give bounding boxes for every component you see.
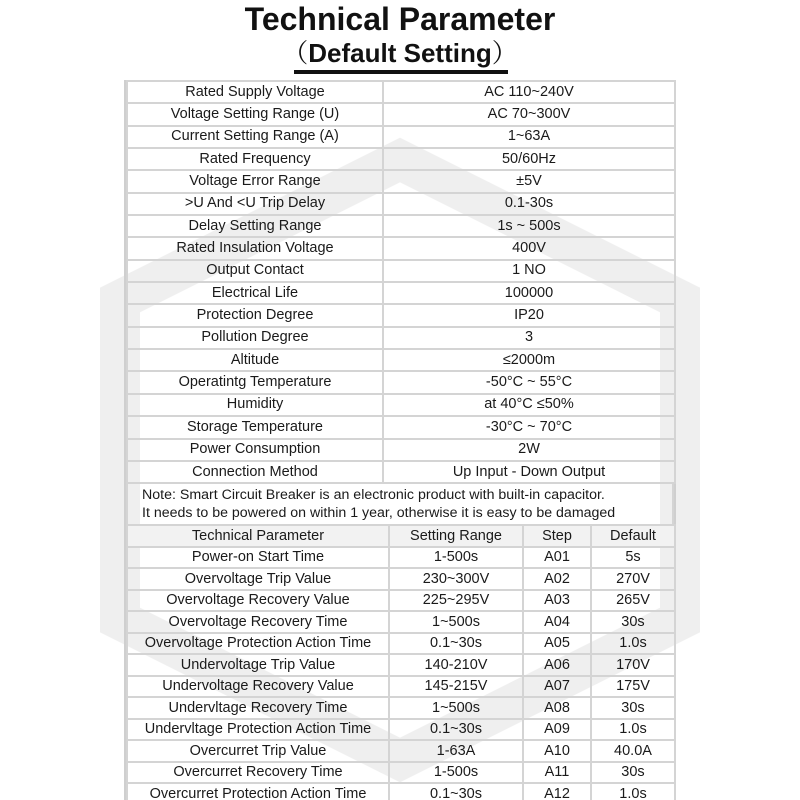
setting-range: 1~500s (389, 697, 523, 719)
step-code: A04 (523, 611, 591, 633)
parameter-name: Overvoltage Trip Value (127, 568, 389, 590)
parameter-name: Overcurret Trip Value (127, 740, 389, 762)
spec-label: Delay Setting Range (127, 215, 383, 237)
spec-value: 1s ~ 500s (383, 215, 675, 237)
page-title: Technical Parameter (244, 1, 556, 37)
note-line-1: Note: Smart Circuit Breaker is an electronic product with built-in capacitor. (142, 487, 605, 504)
spec-row (127, 394, 675, 416)
step-code: A05 (523, 633, 591, 655)
parameter-row (127, 783, 675, 800)
default-value: 30s (591, 762, 675, 784)
header-step: Step (523, 525, 591, 547)
spec-value: 400V (383, 237, 675, 259)
header-default: Default (591, 525, 675, 547)
spec-value: 0.1-30s (383, 193, 675, 215)
parameter-row (127, 611, 675, 633)
spec-label: Altitude (127, 349, 383, 371)
spec-value: 2W (383, 439, 675, 461)
default-value: 175V (591, 676, 675, 698)
spec-value: 3 (383, 327, 675, 349)
spec-label: Rated Insulation Voltage (127, 237, 383, 259)
spec-label: Rated Frequency (127, 148, 383, 170)
step-code: A11 (523, 762, 591, 784)
spec-row (127, 215, 675, 237)
page-subtitle (0, 38, 800, 68)
setting-range: 0.1~30s (389, 633, 523, 655)
setting-range: 225~295V (389, 590, 523, 612)
parameter-row (127, 676, 675, 698)
step-code: A06 (523, 654, 591, 676)
spec-label: Electrical Life (127, 282, 383, 304)
subtitle-text: Default Setting (308, 38, 492, 68)
setting-range: 1-500s (389, 547, 523, 569)
spec-row (127, 81, 675, 103)
header-setting-range: Setting Range (389, 525, 523, 547)
spec-value: 1 NO (383, 260, 675, 282)
step-code: A09 (523, 719, 591, 741)
parameter-row (127, 547, 675, 569)
parameter-name: Overvoltage Protection Action Time (127, 633, 389, 655)
step-code: A10 (523, 740, 591, 762)
default-value: 40.0A (591, 740, 675, 762)
parameter-name: Undervltage Protection Action Time (127, 719, 389, 741)
parameter-name: Overcurret Protection Action Time (127, 783, 389, 800)
note-block (126, 484, 674, 524)
parameter-name: Overcurret Recovery Time (127, 762, 389, 784)
parameter-name: Overvoltage Recovery Value (127, 590, 389, 612)
step-code: A01 (523, 547, 591, 569)
parameter-name: Undervoltage Trip Value (127, 654, 389, 676)
spec-label: Rated Supply Voltage (127, 81, 383, 103)
setting-range: 145-215V (389, 676, 523, 698)
spec-row (127, 371, 675, 393)
step-code: A08 (523, 697, 591, 719)
spec-label: Humidity (127, 394, 383, 416)
spec-row (127, 260, 675, 282)
page-header (0, 0, 800, 76)
parameter-row (127, 697, 675, 719)
parameter-name: Overvoltage Recovery Time (127, 611, 389, 633)
spec-row (127, 170, 675, 192)
default-value: 270V (591, 568, 675, 590)
subtitle-underline (294, 70, 508, 74)
spec-label: Storage Temperature (127, 416, 383, 438)
spec-value: at 40°C ≤50% (383, 394, 675, 416)
spec-value: ±5V (383, 170, 675, 192)
default-value: 5s (591, 547, 675, 569)
note-line-2: It needs to be powered on within 1 year, otherwise it is easy to be damaged (142, 505, 616, 522)
spec-row (127, 304, 675, 326)
spec-label: Connection Method (127, 461, 383, 483)
spec-label: Current Setting Range (A) (127, 126, 383, 148)
setting-range: 230~300V (389, 568, 523, 590)
spec-label: Operatintg Temperature (127, 371, 383, 393)
spec-row (127, 439, 675, 461)
spec-value: 100000 (383, 282, 675, 304)
step-code: A12 (523, 783, 591, 800)
spec-row (127, 461, 675, 483)
parameter-row (127, 590, 675, 612)
spec-value: 50/60Hz (383, 148, 675, 170)
default-value: 170V (591, 654, 675, 676)
spec-row (127, 148, 675, 170)
spec-row (127, 327, 675, 349)
spec-label: Voltage Setting Range (U) (127, 103, 383, 125)
parameter-row (127, 762, 675, 784)
spec-row (127, 103, 675, 125)
parameter-row (127, 654, 675, 676)
spec-label: >U And <U Trip Delay (127, 193, 383, 215)
spec-row (127, 237, 675, 259)
setting-range: 0.1~30s (389, 719, 523, 741)
parameter-table (126, 524, 676, 800)
spec-value: AC 70~300V (383, 103, 675, 125)
spec-table (126, 80, 676, 484)
step-code: A02 (523, 568, 591, 590)
setting-range: 1-63A (389, 740, 523, 762)
spec-value: -50°C ~ 55°C (383, 371, 675, 393)
subtitle-open-paren: （ (282, 38, 309, 68)
setting-range: 140-210V (389, 654, 523, 676)
step-code: A07 (523, 676, 591, 698)
spec-row (127, 349, 675, 371)
default-value: 1.0s (591, 783, 675, 800)
parameter-row (127, 633, 675, 655)
setting-range: 0.1~30s (389, 783, 523, 800)
parameter-row (127, 719, 675, 741)
spec-label: Output Contact (127, 260, 383, 282)
parameter-name: Undervoltage Recovery Value (127, 676, 389, 698)
parameter-row (127, 568, 675, 590)
spec-label: Voltage Error Range (127, 170, 383, 192)
spec-value: IP20 (383, 304, 675, 326)
step-code: A03 (523, 590, 591, 612)
spec-row (127, 282, 675, 304)
setting-range: 1-500s (389, 762, 523, 784)
default-value: 1.0s (591, 633, 675, 655)
spec-row (127, 193, 675, 215)
spec-value: 1~63A (383, 126, 675, 148)
spec-frame (124, 80, 676, 800)
setting-range: 1~500s (389, 611, 523, 633)
spec-value: Up Input - Down Output (383, 461, 675, 483)
parameter-name: Power-on Start Time (127, 547, 389, 569)
default-value: 30s (591, 697, 675, 719)
spec-label: Protection Degree (127, 304, 383, 326)
spec-label: Pollution Degree (127, 327, 383, 349)
spec-row (127, 416, 675, 438)
default-value: 30s (591, 611, 675, 633)
parameter-row (127, 740, 675, 762)
spec-value: -30°C ~ 70°C (383, 416, 675, 438)
default-value: 265V (591, 590, 675, 612)
parameter-name: Undervltage Recovery Time (127, 697, 389, 719)
header-technical-parameter: Technical Parameter (127, 525, 389, 547)
spec-row (127, 126, 675, 148)
spec-value: ≤2000m (383, 349, 675, 371)
spec-value: AC 110~240V (383, 81, 675, 103)
default-value: 1.0s (591, 719, 675, 741)
parameter-table-header-row (127, 525, 675, 547)
subtitle-close-paren: ） (491, 38, 518, 68)
spec-label: Power Consumption (127, 439, 383, 461)
